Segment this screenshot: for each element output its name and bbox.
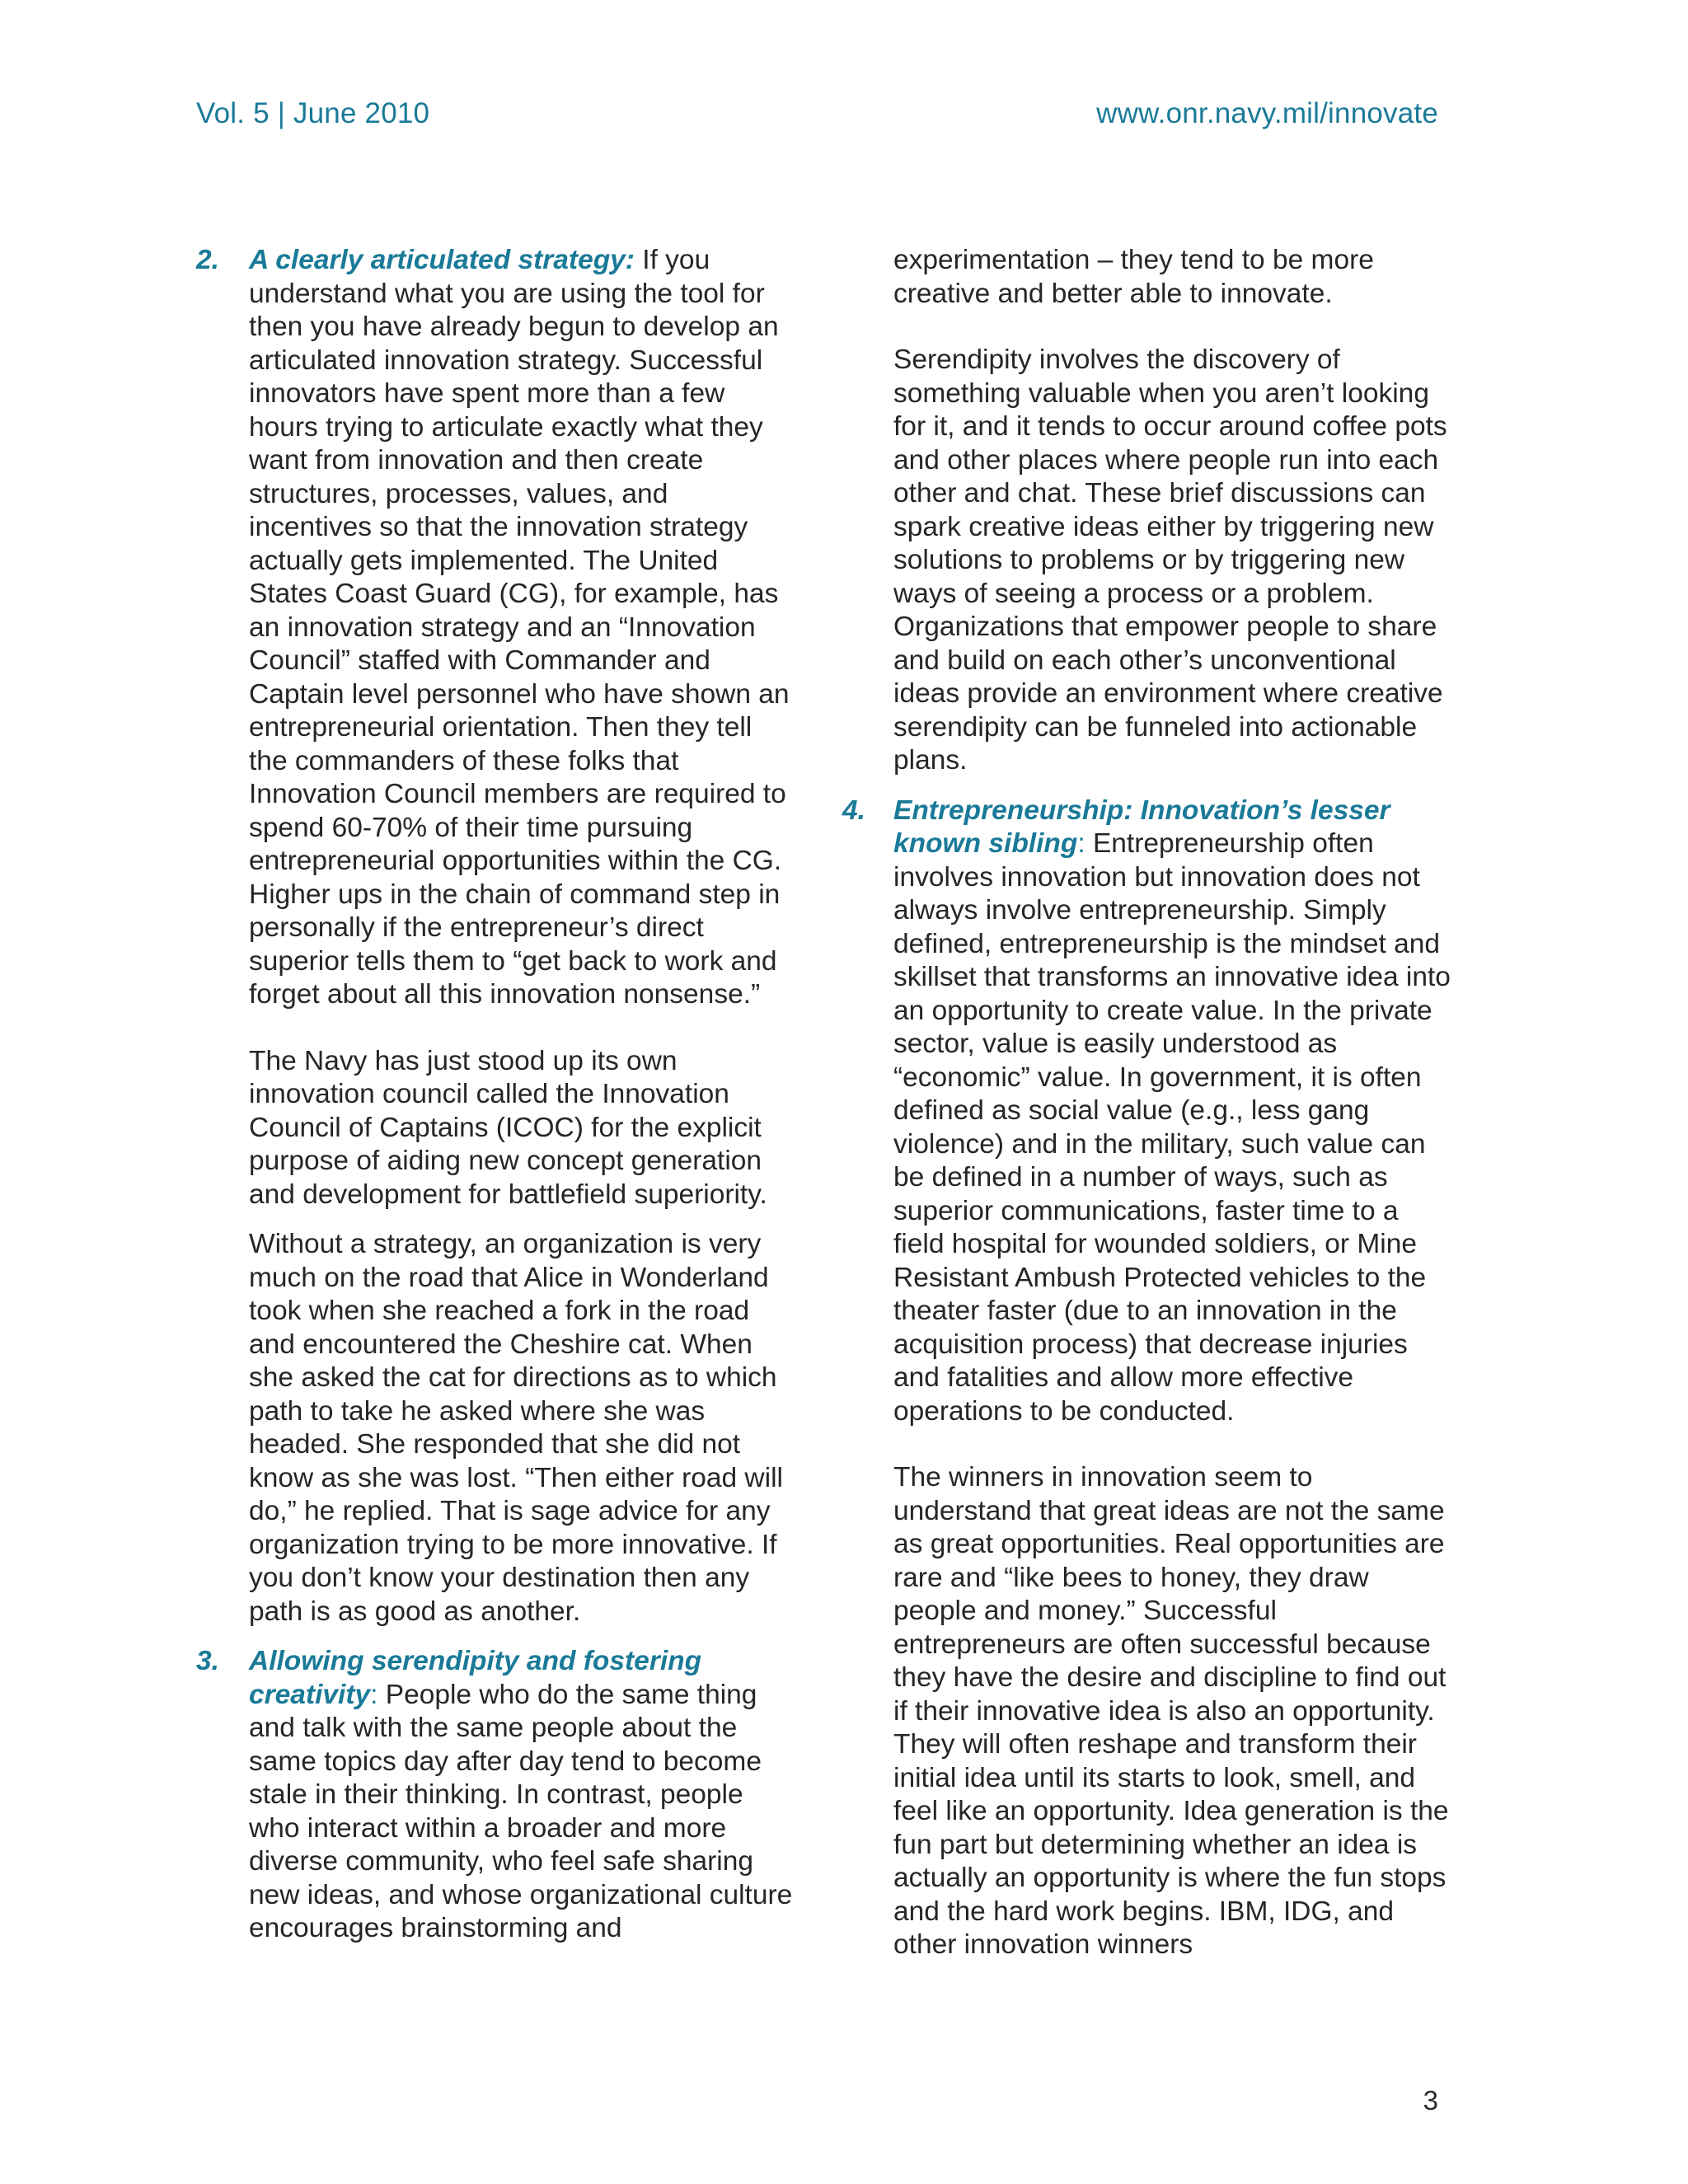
paragraph-continued: experimentation – they tend to be more creative and better able to innovate. — [893, 245, 1374, 309]
list-number: 3. — [196, 1646, 219, 1676]
list-item-title: A clearly articulated strategy: — [249, 245, 635, 275]
list-item-colon: : — [1077, 828, 1085, 859]
list-item-text: People who do the same thing and talk with the same people about the same topics day after day tend to become stale in their thinking. In contrast, people who interact within a broader and more diverse community, who feel safe sharing new ideas, and whose organizational culture encourages brainstorming and — [249, 1679, 793, 1943]
website-url[interactable]: www.onr.navy.mil/innovate — [1096, 97, 1438, 129]
list-item-colon: : — [370, 1679, 378, 1710]
paragraph-winners: The winners in innovation seem to understand that great ideas are not the same as great opportunities. Real opportunities are rare and “like bees to honey, they draw people and money.” Successful entrepreneurs are often successful because they have the desire and discipline to find out if their innovative idea is also an opportunity. They will often reshape and transform their initial idea until its starts to look, smell, and feel like an opportunity. Idea generation is the fun part but determining whether an idea is actually an opportunity is where the fun stops and the hard work begins. IBM, IDG, and other innovation winners — [893, 1462, 1449, 1960]
paragraph-alice: Without a strategy, an organization is very much on the road that Alice in Wonderland took when she reached a fork in the road and encountered the Cheshire cat. When she asked the cat for directions as to which path to take he asked where she was headed. She responded that she did not know as she was lost. “Then either road will do,” he replied. That is sage advice for any organization trying to be more innovative. If you don’t know your destination then any path is as good as another. — [249, 1229, 783, 1627]
left-column — [196, 244, 798, 1946]
list-item-4 — [842, 794, 1452, 1429]
paragraph-navy: The Navy has just stood up its own innovation council called the Innovation Council of Captains (ICOC) for the explicit purpose of aiding new concept generation and development for battlefield superiority. — [249, 1045, 767, 1210]
list-item-3 — [196, 1645, 798, 1946]
right-column — [842, 244, 1452, 1962]
list-item-2 — [196, 244, 798, 1012]
list-item-title: Entrepreneurship: Innovation’s lesser known sibling — [893, 794, 1390, 859]
list-item-text: If you understand what you are using the tool for then you have already begun to develop an articulated innovation strategy. Successful innovators have spent more than a few hours trying to articulate exactly what they want from innovation and then create structures, processes, values, and incentives so that the innovation strategy actually gets implemented. The United States Coast Guard (CG), for example, has an innovation strategy and an “Innovation Council” staffed with Commander and Captain level personnel who have shown an entrepreneurial orientation. Then they tell the commanders of these folks that Innovation Council members are required to spend 60-70% of their time pursuing entrepreneurial opportunities within the CG. Higher ups in the chain of command step in personally if the entrepreneur’s direct superior tells them to “get back to work and forget about all this innovation nonsense.” — [249, 245, 790, 1010]
issue-label: Vol. 5 | June 2010 — [196, 97, 430, 129]
list-item-text: Entrepreneurship often involves innovation but innovation does not always involve entrepreneurship. Simply defined, entrepreneurship is the mindset and skillset that transforms an innovative idea into an opportunity to create value. In the private sector, value is easily understood as “economic” value. In government, it is often defined as social value (e.g., less gang violence) and in the military, such value can be defined in a number of ways, such as superior communications, faster time to a field hospital for wounded soldiers, or Mine Resistant Ambush Protected vehicles to the theater faster (due to an innovation in the acquisition process) that decrease injuries and fatalities and allow more effective operations to be conducted. — [893, 828, 1451, 1427]
list-number: 2. — [196, 245, 219, 275]
page-number: 3 — [1423, 2085, 1438, 2116]
list-number: 4. — [842, 794, 865, 826]
paragraph-serendipity: Serendipity involves the discovery of something valuable when you aren’t looking for it, and it tends to occur around coffee pots and other places where people run into each other and chat. These brief discussions can spark creative ideas either by triggering new solutions to problems or by triggering new ways of seeing a process or a problem. Organizations that empower people to share and build on each other’s unconventional ideas provide an environment where creative serendipity can be funneled into actionable plans. — [893, 344, 1447, 776]
list-item-title: Allowing serendipity and fostering creativity — [249, 1646, 702, 1710]
